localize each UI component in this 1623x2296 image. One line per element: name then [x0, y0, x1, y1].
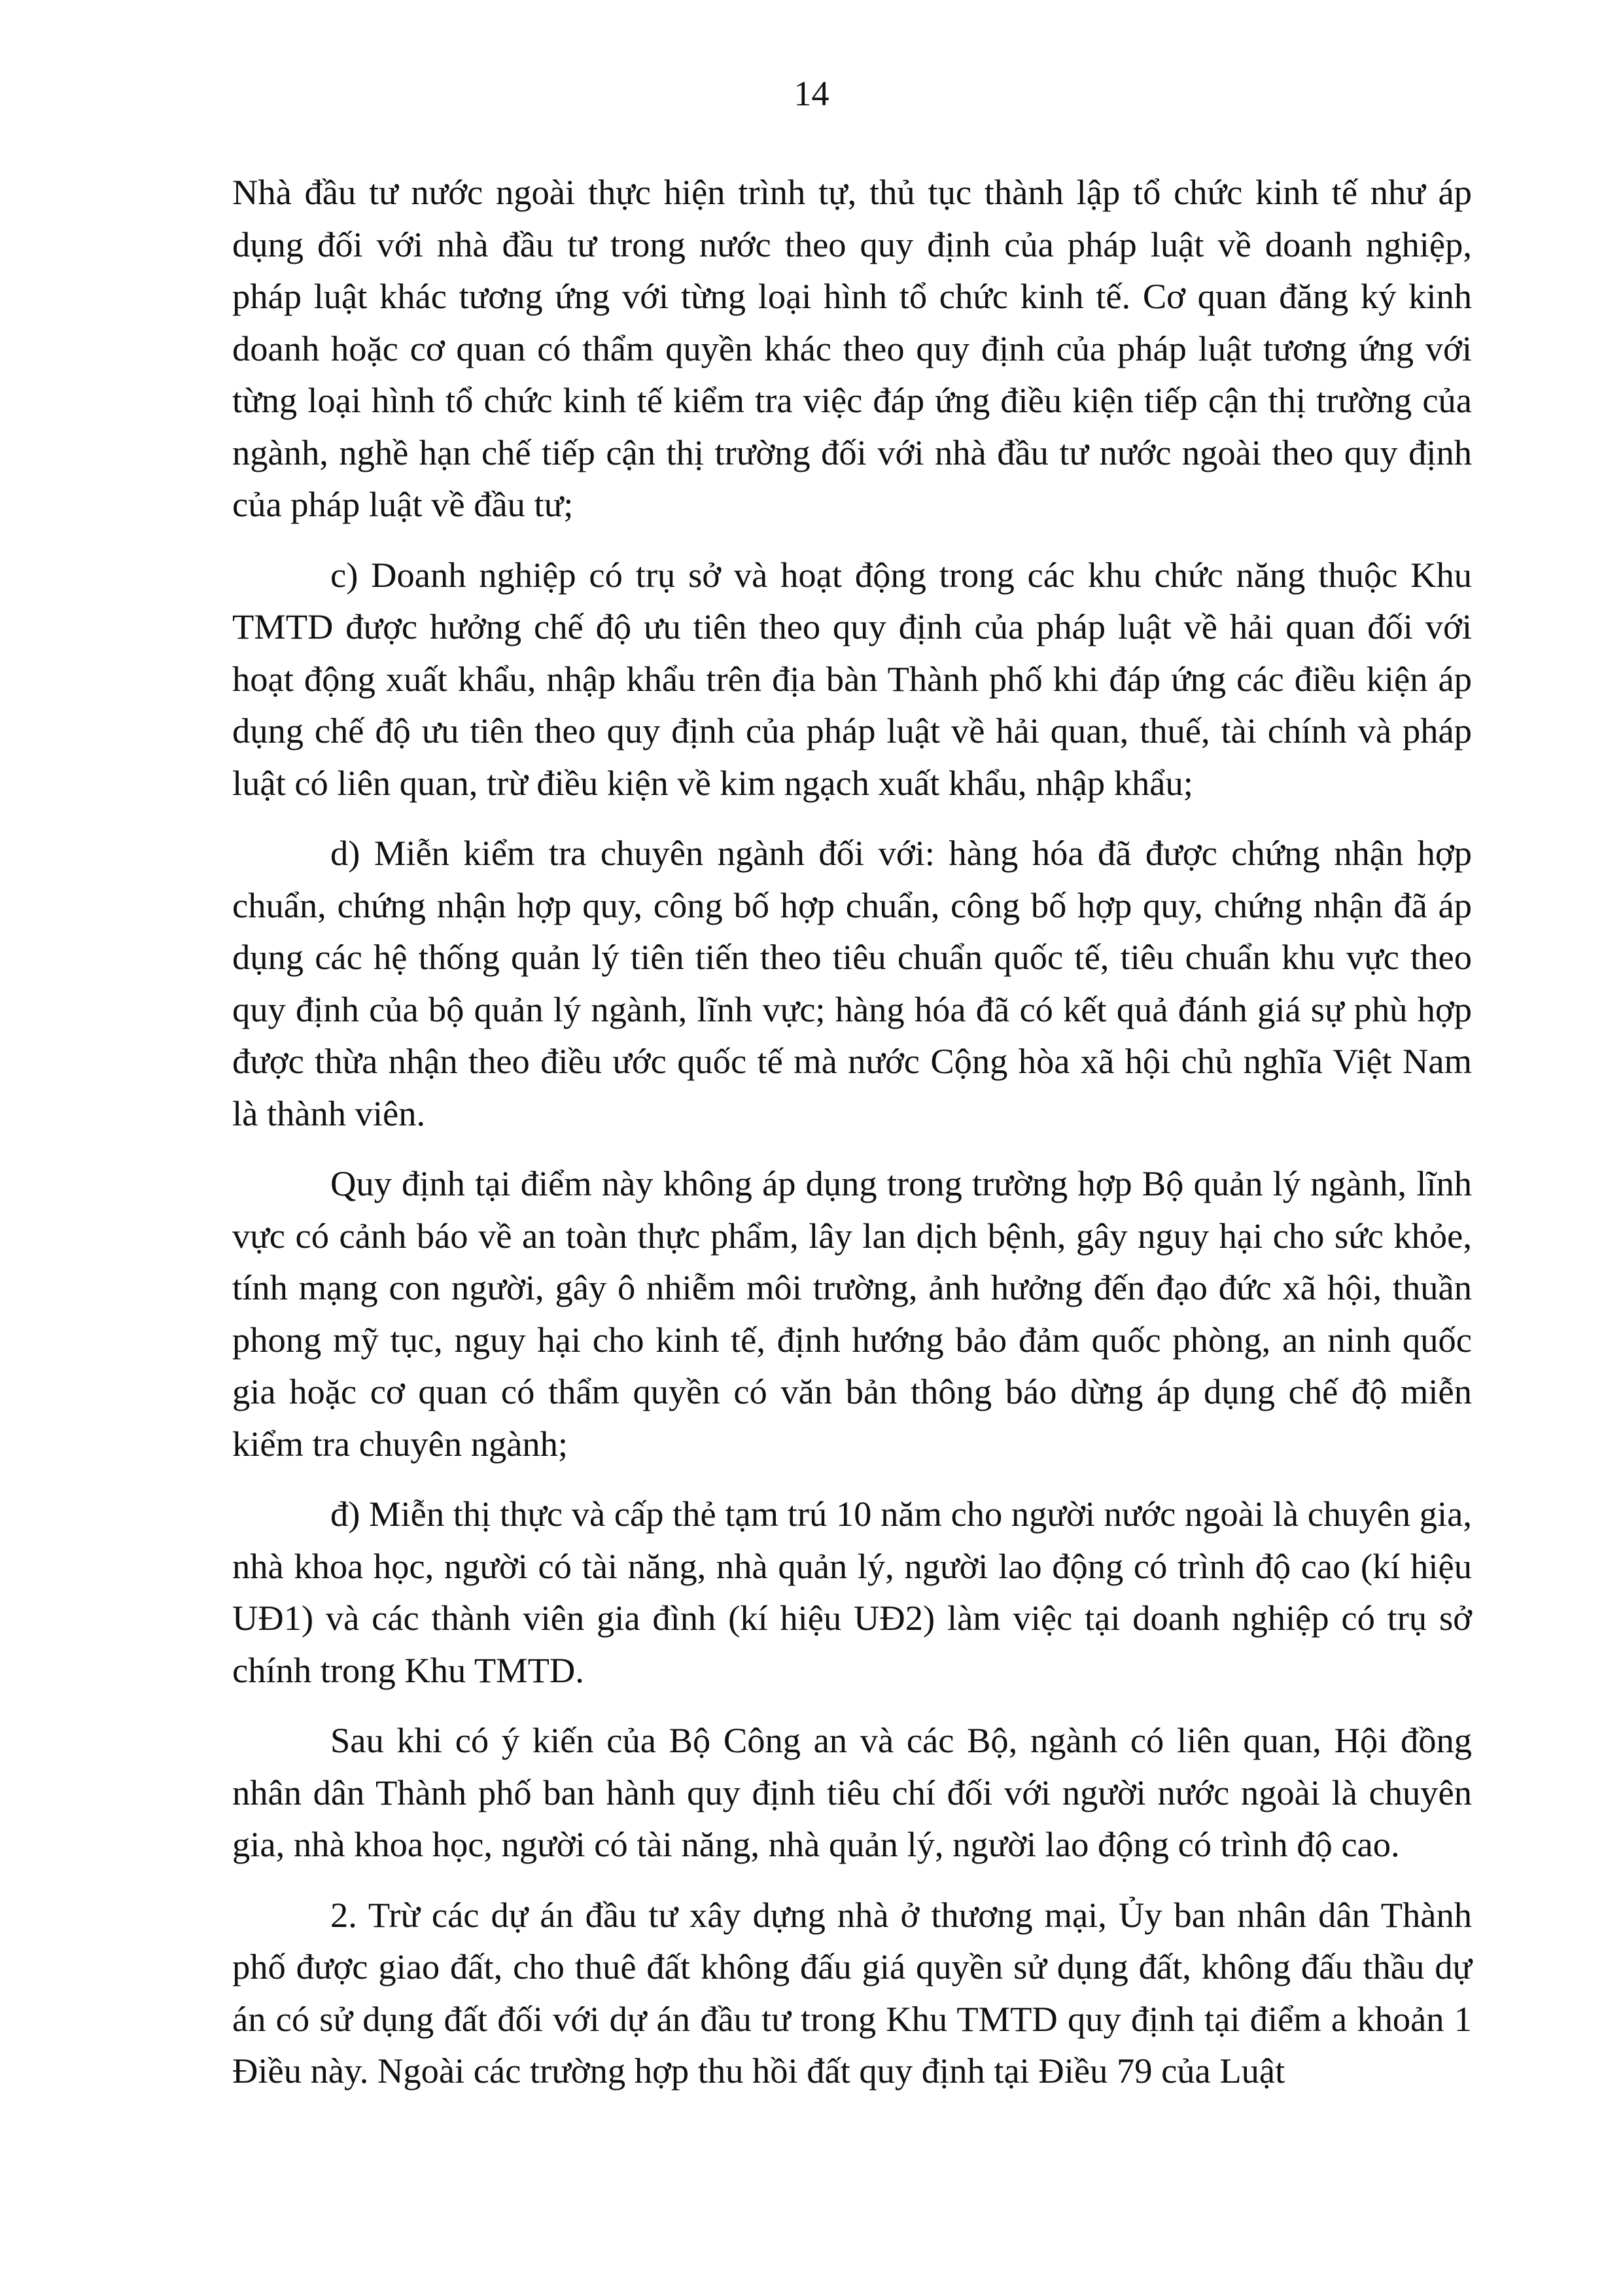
paragraph-point-d: d) Miễn kiểm tra chuyên ngành đối với: hàng hóa đã được chứng nhận hợp chuẩn, chứng nhận hợp quy, công bố hợp chuẩn, công bố hợp quy, chứng nhận đã áp dụng các hệ thống quản lý tiên tiến theo tiêu chuẩn quốc tế, tiêu chuẩn khu vực theo quy định của bộ quản lý ngành, lĩnh vực; hàng hóa đã có kết quả đánh giá sự phù hợp được thừa nhận theo điều ước quốc tế mà nước Cộng hòa xã hội chủ nghĩa Việt Nam là thành viên.	[232, 833, 1472, 1133]
paragraph-point-dd-criteria: Sau khi có ý kiến của Bộ Công an và các Bộ, ngành có liên quan, Hội đồng nhân dân Thành phố ban hành quy định tiêu chí đối với người nước ngoài là chuyên gia, nhà khoa học, người có tài năng, nhà quản lý, người lao động có trình độ cao.	[232, 1720, 1472, 1864]
paragraph-point-d-exception: Quy định tại điểm này không áp dụng trong trường hợp Bộ quản lý ngành, lĩnh vực có cảnh báo về an toàn thực phẩm, lây lan dịch bệnh, gây nguy hại cho sức khỏe, tính mạng con người, gây ô nhiễm môi trường, ảnh hưởng đến đạo đức xã hội, thuần phong mỹ tục, nguy hại cho kinh tế, định hướng bảo đảm quốc phòng, an ninh quốc gia hoặc cơ quan có thẩm quyền có văn bản thông báo dừng áp dụng chế độ miễn kiểm tra chuyên ngành;	[232, 1163, 1472, 1464]
paragraph-point-c: c) Doanh nghiệp có trụ sở và hoạt động trong các khu chức năng thuộc Khu TMTD được hưởng chế độ ưu tiên theo quy định của pháp luật về hải quan đối với hoạt động xuất khẩu, nhập khẩu trên địa bàn Thành phố khi đáp ứng các điều kiện áp dụng chế độ ưu tiên theo quy định của pháp luật về hải quan, thuế, tài chính và pháp luật có liên quan, trừ điều kiện về kim ngạch xuất khẩu, nhập khẩu;	[232, 554, 1472, 803]
paragraph-point-dd: đ) Miễn thị thực và cấp thẻ tạm trú 10 năm cho người nước ngoài là chuyên gia, nhà khoa học, người có tài năng, nhà quản lý, người lao động có trình độ cao (kí hiệu UĐ1) và các thành viên gia đình (kí hiệu UĐ2) làm việc tại doanh nghiệp có trụ sở chính trong Khu TMTD.	[232, 1494, 1472, 1690]
paragraph-foreign-investor-procedure: Nhà đầu tư nước ngoài thực hiện trình tự, thủ tục thành lập tổ chức kinh tế như áp dụng đối với nhà đầu tư trong nước theo quy định của pháp luật về doanh nghiệp, pháp luật khác tương ứng với từng loại hình tổ chức kinh tế. Cơ quan đăng ký kinh doanh hoặc cơ quan có thẩm quyền khác theo quy định của pháp luật tương ứng với từng loại hình tổ chức kinh tế kiểm tra việc đáp ứng điều kiện tiếp cận thị trường của ngành, nghề hạn chế tiếp cận thị trường đối với nhà đầu tư nước ngoài theo quy định của pháp luật về đầu tư;	[232, 172, 1472, 524]
paragraph-clause-2: 2. Trừ các dự án đầu tư xây dựng nhà ở thương mại, Ủy ban nhân dân Thành phố được giao đất, cho thuê đất không đấu giá quyền sử dụng đất, không đấu thầu dự án có sử dụng đất đối với dự án đầu tư trong Khu TMTD quy định tại điểm a khoản 1 Điều này. Ngoài các trường hợp thu hồi đất quy định tại Điều 79 của Luật	[232, 1894, 1472, 2091]
page-number: 14	[794, 74, 829, 113]
document-body	[232, 166, 1472, 2115]
